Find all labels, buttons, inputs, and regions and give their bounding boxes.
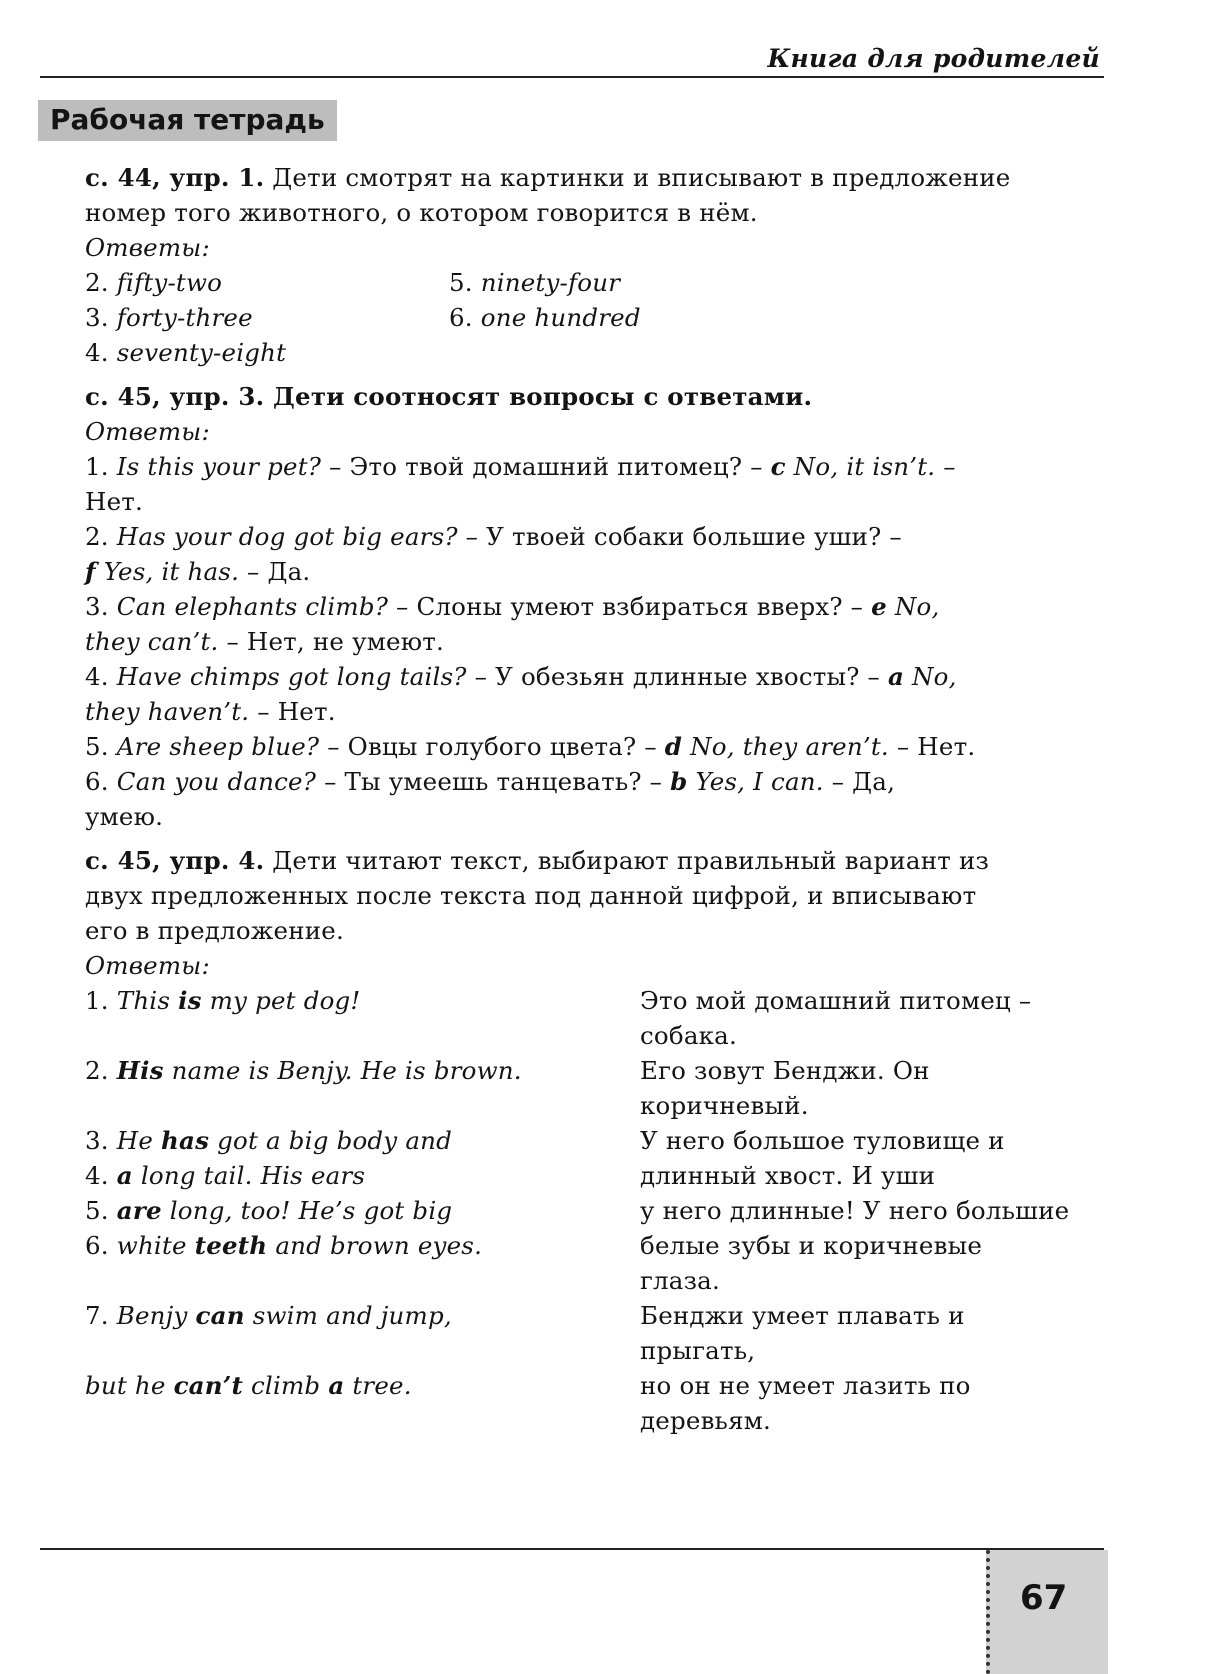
answers-label: Ответы: — [85, 233, 210, 262]
page-content — [85, 160, 1105, 1447]
exercise-1-text-2: номер того животного, о котором говорится в нём. — [85, 198, 758, 227]
qa-line: умею. — [85, 802, 164, 831]
qa-line: 2. Has your dog got big ears? – У твоей собаки большие уши? – — [85, 522, 902, 551]
qa-line: 4. Have chimps got long tails? – У обезьян длинные хвосты? – a No, — [85, 662, 957, 691]
table-row: 2. His name is Benjy. He is brown. Его зовут Бенджи. Он коричневый. — [85, 1056, 930, 1120]
table-row: 1. This is my pet dog! Это мой домашний питомец – собака. — [85, 986, 1032, 1050]
exercise-4 — [85, 843, 1105, 1438]
answer-item: 3. forty-three — [85, 303, 253, 332]
table-row: but he can’t climb a tree. но он не умеет лазить по деревьям. — [85, 1371, 971, 1435]
translation-table — [85, 983, 1105, 1438]
section-badge: Рабочая тетрадь — [38, 100, 337, 141]
page-number: 67 — [1020, 1578, 1068, 1618]
answer-item: 4. seventy-eight — [85, 338, 287, 367]
qa-line: f Yes, it has. – Да. — [85, 557, 311, 586]
answers-label: Ответы: — [85, 417, 210, 446]
qa-line: 5. Are sheep blue? – Овцы голубого цвета? – d No, they aren’t. – Нет. — [85, 732, 976, 761]
exercise-1-ref: с. 44, упр. 1. — [85, 163, 265, 192]
table-row: 4. a long tail. His ears длинный хвост. И уши — [85, 1161, 936, 1190]
table-row: 3. He has got a big body and У него большое туловище и — [85, 1126, 1005, 1155]
running-head: Книга для родителей — [767, 44, 1100, 73]
answer-item: 2. fifty-two — [85, 268, 223, 297]
exercise-4-text-2: двух предложенных после текста под данной цифрой, и вписывают — [85, 881, 977, 910]
exercise-3-intro — [85, 379, 1105, 414]
table-row: 6. white teeth and brown eyes. белые зубы и коричневые глаза. — [85, 1231, 983, 1295]
answer-item: 5. ninety-four — [449, 268, 621, 297]
exercise-3-text: Дети соотносят вопросы с ответами. — [264, 382, 813, 411]
qa-line: Нет. — [85, 487, 144, 516]
exercise-4-text: Дети читают текст, выбирают правильный вариант из — [264, 846, 990, 875]
qa-line: 3. Can elephants climb? – Слоны умеют взбираться вверх? – e No, — [85, 592, 940, 621]
exercise-3 — [85, 379, 1105, 834]
answers-label: Ответы: — [85, 951, 210, 980]
qa-line: 6. Can you dance? – Ты умеешь танцевать? – b Yes, I can. – Да, — [85, 767, 896, 796]
bottom-rule — [40, 1548, 1104, 1550]
table-row: 5. are long, too! He’s got big у него длинные! У него большие — [85, 1196, 1070, 1225]
exercise-1 — [85, 160, 1105, 370]
exercise-4-ref: с. 45, упр. 4. — [85, 846, 265, 875]
qa-line: they can’t. – Нет, не умеют. — [85, 627, 444, 656]
qa-line: 1. Is this your pet? – Это твой домашний питомец? – c No, it isn’t. – — [85, 452, 956, 481]
exercise-4-text-3: его в предложение. — [85, 916, 344, 945]
exercise-1-intro — [85, 160, 1105, 195]
qa-line: they haven’t. – Нет. — [85, 697, 336, 726]
exercise-1-text: Дети смотрят на картинки и вписывают в предложение — [264, 163, 1011, 192]
exercise-4-intro — [85, 843, 1105, 878]
answer-item: 6. one hundred — [449, 303, 641, 332]
table-row: 7. Benjy can swim and jump, Бенджи умеет плавать и прыгать, — [85, 1301, 965, 1365]
exercise-1-answers — [85, 265, 1105, 370]
top-rule — [40, 76, 1104, 78]
exercise-3-ref: с. 45, упр. 3. — [85, 382, 265, 411]
